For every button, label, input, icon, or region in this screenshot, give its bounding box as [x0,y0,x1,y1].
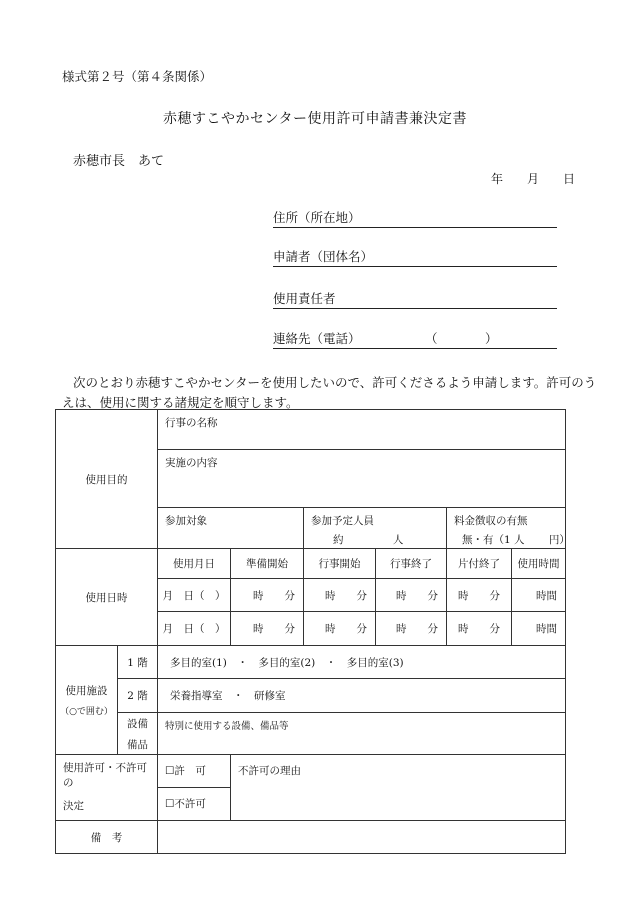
equipment-note: 特別に使用する設備、備品等 [165,721,289,732]
schedule-label: 使用日時 [56,549,158,646]
schedule-date-cell[interactable]: 月 日（ ） [158,612,231,646]
schedule-duration-cell[interactable]: 時間 [512,579,566,612]
address-label: 住所（所在地） [273,210,361,225]
equipment-label-1: 設備 [127,717,148,730]
facility-label-cell [56,646,118,755]
decision-label-2: 決定 [63,800,84,812]
schedule-header-start: 行事開始 [304,549,376,579]
target-cell[interactable] [158,508,304,549]
event-name-cell[interactable] [158,410,566,450]
floor1-label: 1 階 [118,646,158,679]
floor1-rooms[interactable]: 多目的室(1) ・ 多目的室(2) ・ 多目的室(3) [158,646,566,679]
schedule-time-cell[interactable]: 時 分 [304,612,376,646]
schedule-header-duration: 使用時間 [512,549,566,579]
fee-value: 無・有（1 人 円） [462,534,570,546]
contact-label: 連絡先（電話） [273,331,361,346]
schedule-header-date: 使用月日 [158,549,231,579]
floor2-label: 2 階 [118,679,158,713]
decision-label-cell [56,755,158,821]
equipment-label-cell [118,713,158,755]
intro-text-line2: えは、使用に関する諸規定を順守します。 [62,395,299,410]
deny-reason-label: 不許可の理由 [238,765,301,777]
contact-phone-field[interactable] [273,330,557,349]
content-cell[interactable] [158,450,566,508]
equipment-note-cell[interactable] [158,713,566,755]
expected-approx: 約 [333,534,344,546]
fee-label: 料金徴収の有無 [454,515,528,527]
event-name-label: 行事の名称 [165,417,218,429]
contact-paren-open: （ [425,331,438,346]
expected-unit: 人 [392,534,404,546]
deny-checkbox[interactable]: ☐不許可 [158,788,231,821]
date-day: 日 [563,172,576,186]
target-label: 参加対象 [165,515,207,527]
applicant-field[interactable] [273,248,557,267]
contact-paren-close: ） [485,331,498,346]
schedule-time-cell[interactable]: 時 分 [447,612,512,646]
schedule-header-end: 行事終了 [376,549,447,579]
schedule-time-cell[interactable]: 時 分 [231,612,304,646]
decision-label-1: 使用許可・不許可の [63,762,147,789]
schedule-header-prep: 準備開始 [231,549,304,579]
fee-cell[interactable] [447,508,570,549]
remarks-label: 備 考 [56,821,158,854]
schedule-date-cell[interactable]: 月 日（ ） [158,579,231,612]
address-field[interactable] [273,209,557,228]
deny-reason-cell[interactable] [231,755,566,821]
date-month: 月 [527,172,540,186]
facility-note: （○で囲む） [60,707,113,717]
remarks-cell[interactable] [158,821,566,854]
content-label: 実施の内容 [165,457,218,469]
schedule-time-cell[interactable]: 時 分 [231,579,304,612]
equipment-label-2: 備品 [127,738,148,751]
schedule-duration-cell[interactable]: 時間 [512,612,566,646]
responsible-label: 使用責任者 [273,291,336,306]
intro-text-line1: 次のとおり赤穂すこやかセンターを使用したいので、許可くださるよう申請します。許可のう [73,375,597,390]
facility-label: 使用施設 [65,685,108,697]
schedule-header-cleanup: 片付終了 [447,549,512,579]
schedule-time-cell[interactable]: 時 分 [447,579,512,612]
schedule-time-cell[interactable]: 時 分 [304,579,376,612]
form-number: 様式第２号（第４条関係） [62,69,213,84]
addressee: 赤穂市長 あて [73,154,165,169]
floor2-rooms[interactable]: 栄養指導室 ・ 研修室 [158,679,566,713]
expected-count-cell[interactable] [304,508,447,549]
responsible-person-field[interactable] [273,290,557,309]
page-title: 赤穂すこやかセンター使用許可申請書兼決定書 [163,111,467,127]
expected-label: 参加予定人員 [311,515,374,527]
permit-checkbox[interactable]: ☐許 可 [158,755,231,788]
schedule-time-cell[interactable]: 時 分 [376,612,447,646]
date-year: 年 [491,172,504,186]
application-table [55,409,570,854]
purpose-label: 使用目的 [56,410,158,549]
applicant-label: 申請者（団体名） [273,249,374,264]
schedule-time-cell[interactable]: 時 分 [376,579,447,612]
